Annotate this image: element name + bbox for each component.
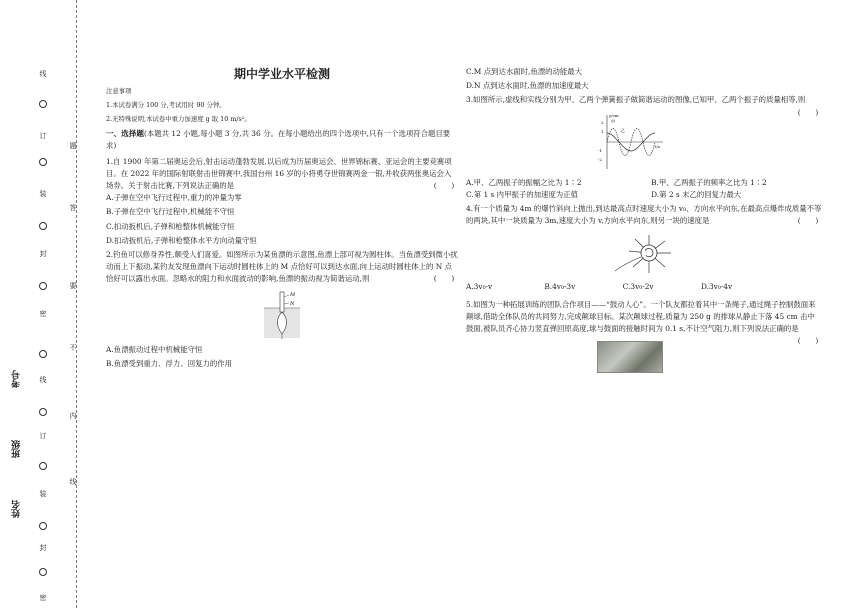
student-id-fields: [10, 370, 26, 610]
seal-char: 封: [39, 250, 47, 258]
inner-seal-column: [66, 60, 80, 608]
note-2: 2.无特殊说明,本试卷中重力加速度 g 取 10 m/s²。: [106, 115, 251, 124]
point-m-label: M: [290, 291, 296, 298]
seal-circle-icon: [36, 158, 50, 168]
seal-char: 装: [39, 490, 47, 498]
q1-option-c: C.扣动扳机后,子弹和枪整体机械能守恒: [106, 221, 235, 231]
right-column: [466, 66, 822, 377]
q4-option-c: C.3v₀-2v: [622, 282, 654, 292]
seal-circle-icon: [36, 462, 50, 472]
series-yi-label: 乙: [621, 127, 625, 133]
inner-char: 题: [69, 142, 77, 150]
q5-answer-bracket: ( ): [797, 336, 819, 346]
question-4: [466, 203, 822, 227]
question-2: [106, 249, 458, 286]
q2-option-a: A.鱼漂振动过程中机械能守恒: [106, 344, 203, 354]
q1-option-a: A.子弹在空中飞行过程中,重力的冲量为零: [106, 193, 242, 203]
q1-option-b: B.子弹在空中飞行过程中,机械能不守恒: [106, 207, 235, 217]
section-1-header: [106, 128, 458, 152]
drum-game-figure: [466, 341, 794, 373]
q3-option-a: A.甲、乙两振子的振幅之比为 1∶2: [466, 177, 582, 187]
q4-option-b: B.4v₀-3v: [544, 282, 576, 292]
y-axis-label: y/cm: [609, 112, 619, 118]
q4-option-a: A.3v₀-v: [466, 282, 493, 292]
notes-heading: 注意事项: [106, 87, 132, 96]
seal-char: 装: [39, 190, 47, 198]
seal-column: [36, 60, 50, 608]
float-diagram: [262, 290, 302, 340]
q3-option-b: B.甲、乙两振子的频率之比为 1∶2: [651, 177, 767, 187]
q4-option-d: D.3v₀-4v: [700, 282, 733, 292]
y-tick-neg1: -1: [598, 147, 602, 153]
section-1-desc: (本题共 12 小题,每小题 3 分,共 36 分。在每小题给出的四个选项中,只有一个选项符合题目要求): [106, 129, 451, 151]
q3-option-d: D.第 2 s 末乙的回复力最大: [651, 189, 742, 199]
binding-margin: [0, 0, 80, 608]
inner-char: 要: [69, 282, 77, 290]
y-tick-2: 2: [601, 119, 604, 125]
inner-char: 内: [69, 412, 77, 420]
seal-char: 密: [39, 310, 47, 318]
series-jia-label: 甲: [611, 118, 615, 124]
y-tick-neg2: -2: [598, 156, 602, 162]
oscillation-graph-figure: [466, 111, 794, 173]
q2-option-b: B.鱼漂受到重力、浮力、回复力的作用: [106, 358, 233, 368]
q4-answer-bracket: ( ): [797, 216, 819, 226]
inner-char: 线: [69, 478, 77, 486]
seal-char: 密: [39, 594, 47, 602]
q1-stem: 1.自 1900 年第二届奥运会后,射击运动蓬勃发展,以后成为历届奥运会、世界锦标赛、亚运会的主要竞赛项目。在 2022 年的国际射联射击世锦赛中,我国台州 16 岁的小将勇夺世锦赛两金一银,并收获两张奥运会入场券。关于射击比赛,下列说法正确的是: [106, 156, 452, 191]
q4-options-row: [466, 281, 822, 293]
oscillation-graph: [595, 111, 665, 173]
float-stick: [280, 292, 284, 312]
q3-stem: 3.如图所示,虚线和实线分别为甲、乙两个弹簧振子做简谐运动的图像,已知甲、乙两个振子的质量相等,则: [466, 95, 806, 105]
q2-stem: 2.钓鱼可以修身养性,颇受人们喜爱。如图所示为某鱼漂的示意图,鱼漂上部可视为圆柱体。当鱼漂受到微小扰动而上下振动,某钓友发现鱼漂向下运动时圆柱体上的 M 点恰好可以到达水面,向上运动时圆柱体上的 N 点恰好可以露出水面。忽略水的阻力和水面波动的影响,鱼漂的振动视为简谐运动,则: [106, 250, 458, 284]
q3-answer-bracket: ( ): [797, 107, 819, 117]
seal-char: 封: [39, 544, 47, 552]
class-label: 班级: [12, 440, 22, 458]
inner-char: 不: [69, 344, 77, 352]
note-1: 1.本试卷满分 100 分,考试用时 90 分钟。: [106, 101, 226, 110]
seal-circle-icon: [36, 100, 50, 110]
exam-number-label: 考号: [12, 370, 22, 388]
x-axis-label: t/s: [655, 143, 661, 149]
left-column: [106, 66, 458, 372]
seal-char: 线: [39, 376, 47, 384]
page-title: 期中学业水平检测: [233, 67, 330, 81]
point-n-label: N: [290, 300, 295, 307]
q4-stem: 4.有一个质量为 4m 的爆竹斜向上抛出,到达最高点时速度大小为 v₀、方向水平向东,在最高点爆炸成质量不等的两块,其中一块质量为 3m,速度大小为 v,方向水平向东,则另一块的速度是: [466, 204, 822, 226]
q1-answer-bracket: ( ): [433, 181, 455, 191]
q5-stem: 5.如图为一种拓展训练的团队合作项目——“鼓动人心”。一个队友都拉着其中一条绳子,通过绳子控制鼓面来颠球,借助全体队员的共同努力,完成颠球目标。某次颠球过程,质量为 250 g 的排球从静止下落 45 cm 击中鼓面,被队员齐心协力竖直弹回原高度,球与鼓面的接触时间为 0.1 s,不计空气阻力,则下列说法正确的是: [466, 299, 816, 334]
q2-option-c: C.M 点到达水面时,鱼漂的动能最大: [466, 67, 583, 76]
seal-circle-icon: [36, 222, 50, 232]
seal-char: 线: [39, 70, 47, 78]
q2-option-d: D.N 点到达水面时,鱼漂的加速度最大: [466, 81, 589, 91]
q2-answer-bracket: ( ): [433, 274, 455, 284]
seal-circle-icon: [36, 522, 50, 532]
inner-char: 答: [69, 204, 77, 212]
question-1: [106, 156, 458, 193]
q3-options-row-2: [466, 189, 822, 201]
q3-option-c: C.第 1 s 内甲振子的加速度为正值: [466, 189, 578, 199]
q1-option-d: D.扣动扳机后,子弹和枪整体水平方向动量守恒: [106, 235, 257, 245]
section-1-title: 一、选择题: [106, 129, 144, 139]
seal-char: 订: [39, 132, 47, 140]
seal-circle-icon: [36, 408, 50, 418]
team-drum-photo: [597, 341, 663, 373]
firecracker-explosion-icon: [609, 231, 679, 277]
seal-circle-icon: [36, 568, 50, 578]
question-5: [466, 299, 822, 346]
fishing-float-figure: [106, 290, 458, 340]
seal-circle-icon: [36, 282, 50, 292]
seal-circle-icon: [36, 350, 50, 360]
y-tick-1: 1: [601, 128, 604, 134]
seal-char: 订: [39, 432, 47, 440]
firecracker-figure: [466, 231, 822, 277]
q3-options-row-1: [466, 177, 822, 189]
name-label: 姓名: [12, 500, 22, 518]
